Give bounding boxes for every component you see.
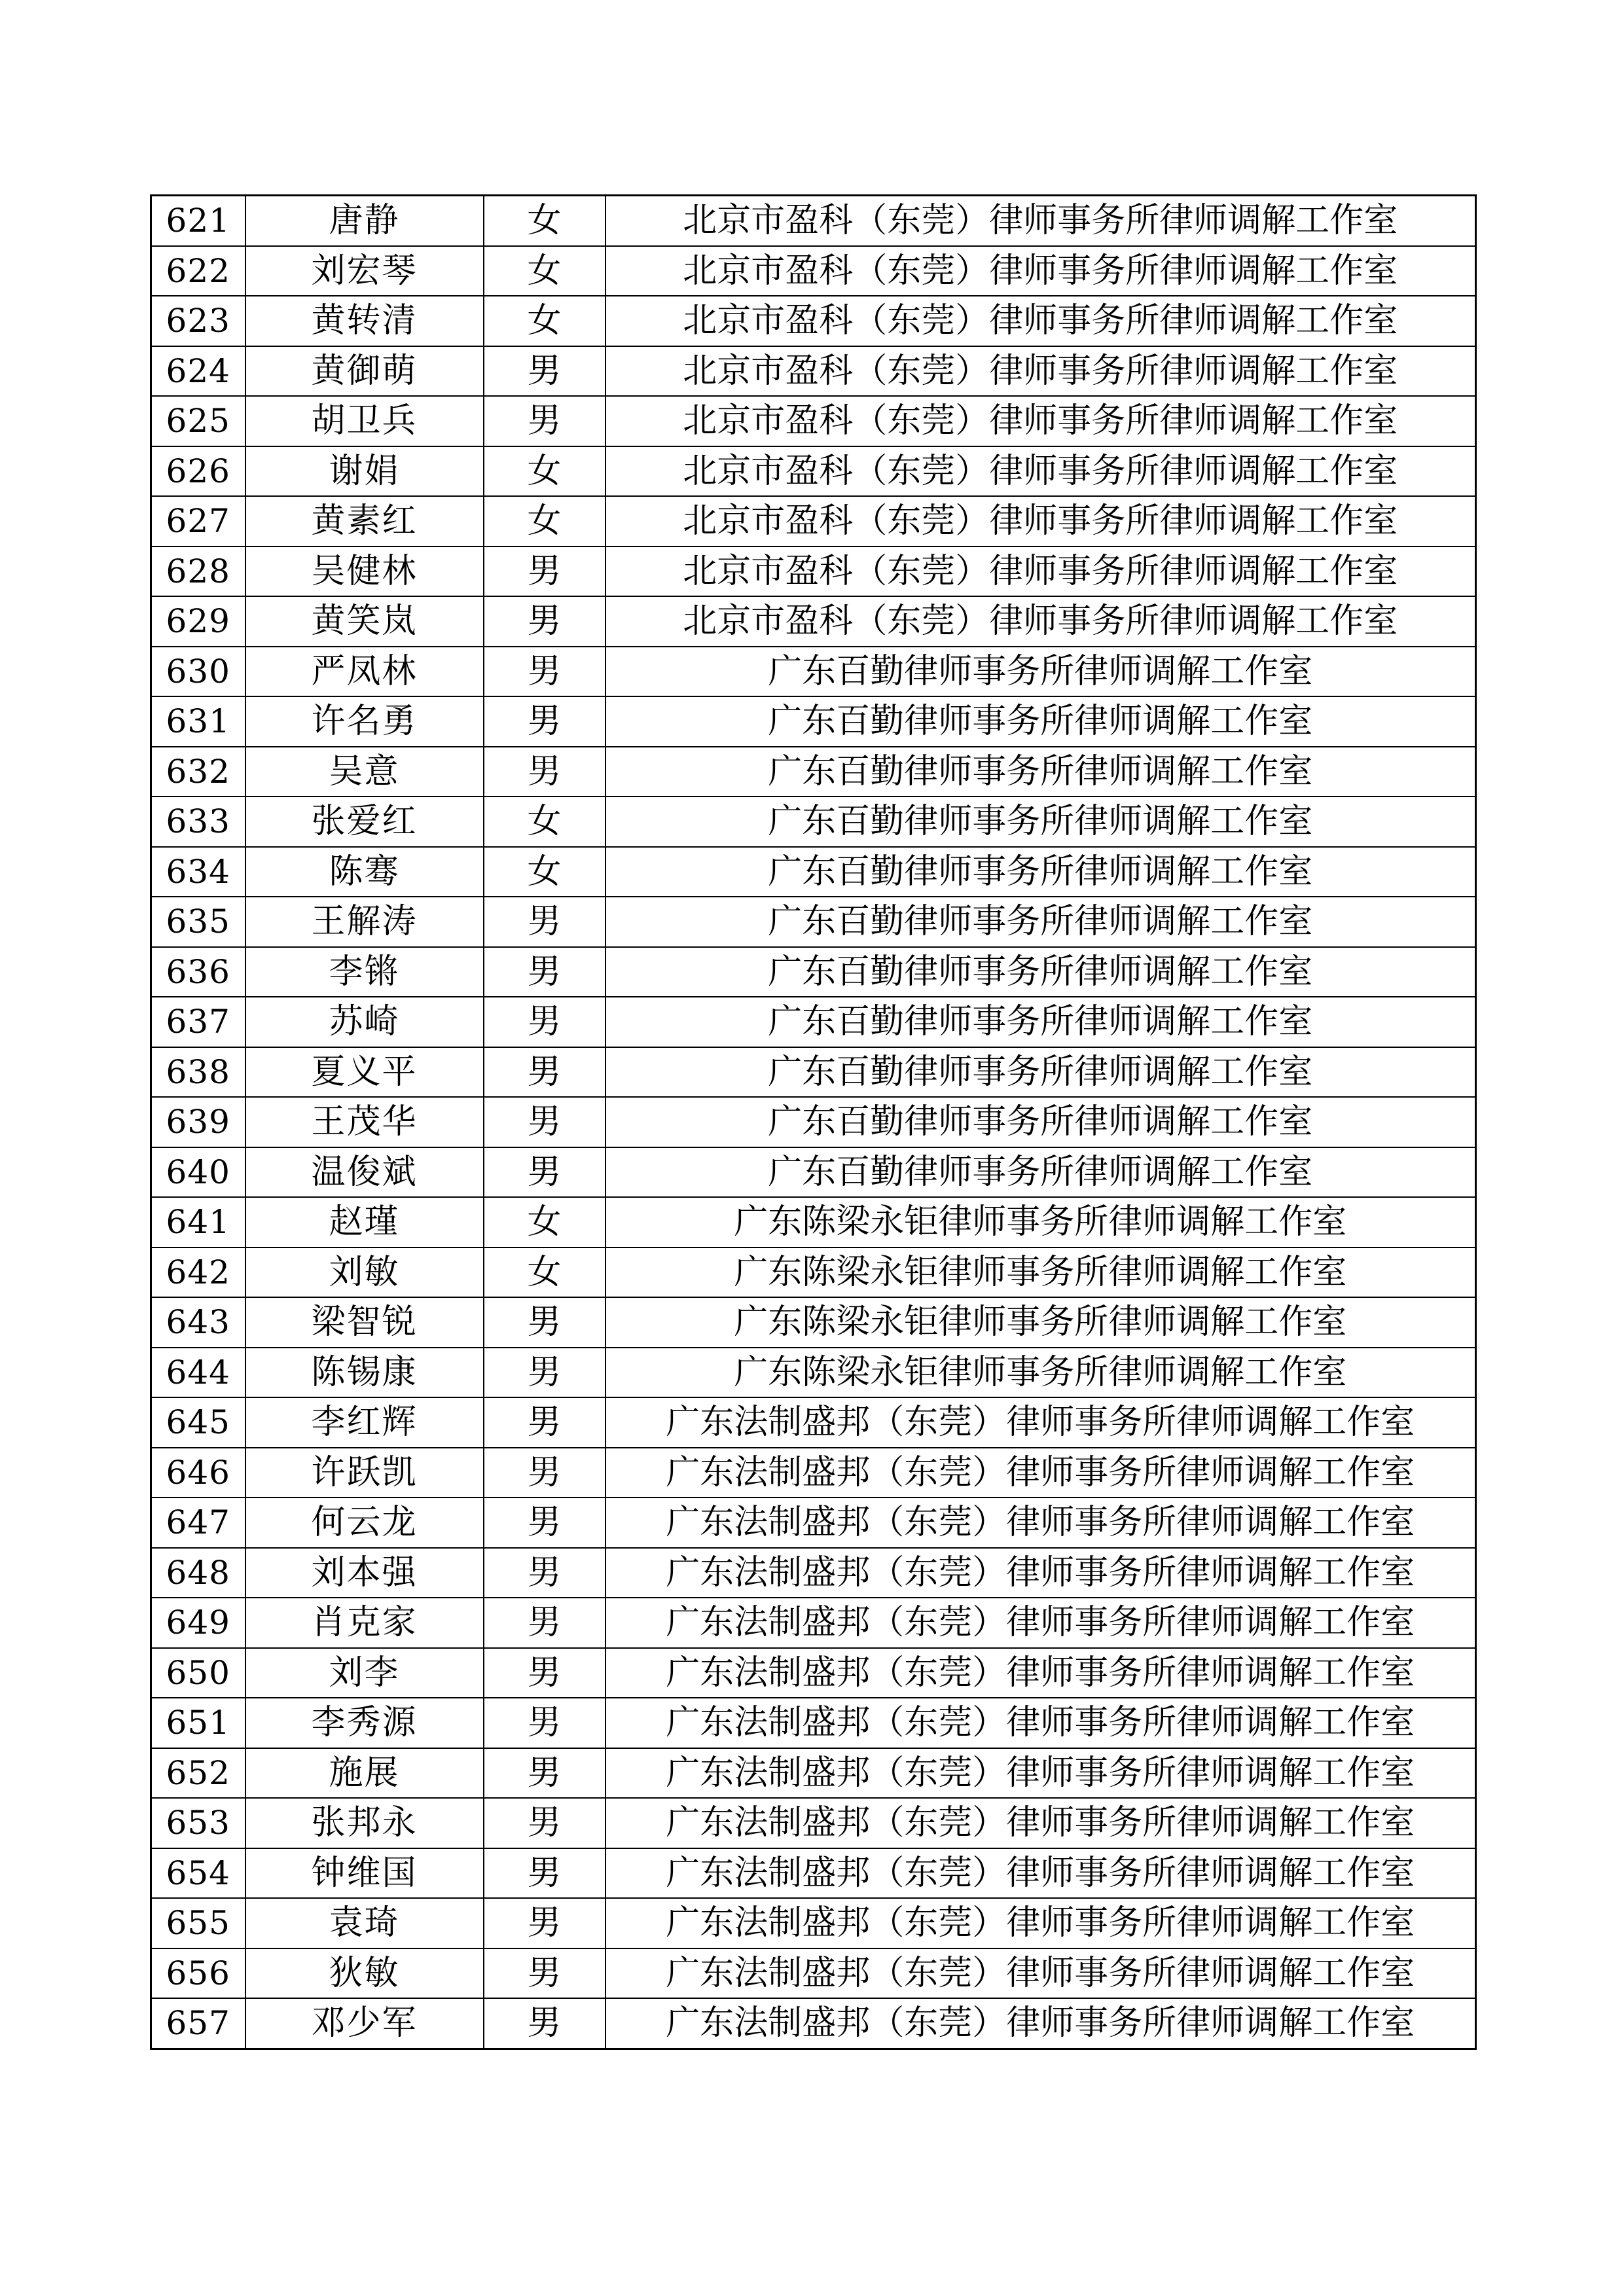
table-row [151,1698,1476,1748]
row-number-cell: 633 [151,797,245,847]
row-number-cell: 640 [151,1147,245,1198]
organization-cell: 广东法制盛邦（东莞）律师事务所律师调解工作室 [605,1848,1476,1899]
row-number-cell: 637 [151,997,245,1047]
organization-cell: 广东百勤律师事务所律师调解工作室 [605,747,1476,797]
name-cell: 李锵 [245,947,484,997]
row-number-cell: 630 [151,647,245,697]
gender-cell: 男 [484,947,605,997]
name-cell: 张邦永 [245,1798,484,1848]
row-number-cell: 654 [151,1848,245,1899]
table-row [151,1548,1476,1598]
name-cell: 唐静 [245,196,484,246]
name-cell: 王茂华 [245,1097,484,1147]
name-cell: 黄笑岚 [245,596,484,647]
organization-cell: 广东百勤律师事务所律师调解工作室 [605,947,1476,997]
name-cell: 刘李 [245,1648,484,1698]
gender-cell: 男 [484,1297,605,1348]
row-number-cell: 629 [151,596,245,647]
row-number-cell: 652 [151,1748,245,1799]
organization-cell: 广东百勤律师事务所律师调解工作室 [605,897,1476,947]
organization-cell: 广东百勤律师事务所律师调解工作室 [605,797,1476,847]
row-number-cell: 638 [151,1047,245,1098]
organization-cell: 广东百勤律师事务所律师调解工作室 [605,847,1476,897]
row-number-cell: 647 [151,1498,245,1548]
table-row [151,1648,1476,1698]
organization-cell: 广东法制盛邦（东莞）律师事务所律师调解工作室 [605,1898,1476,1948]
gender-cell: 男 [484,1348,605,1398]
table-row [151,296,1476,346]
gender-cell: 男 [484,1598,605,1648]
name-cell: 赵瑾 [245,1197,484,1247]
row-number-cell: 643 [151,1297,245,1348]
name-cell: 许名勇 [245,696,484,747]
name-cell: 张爱红 [245,797,484,847]
row-number-cell: 628 [151,547,245,597]
name-cell: 钟维国 [245,1848,484,1899]
row-number-cell: 624 [151,346,245,397]
row-number-cell: 635 [151,897,245,947]
organization-cell: 广东百勤律师事务所律师调解工作室 [605,647,1476,697]
name-cell: 邓少军 [245,1998,484,2049]
organization-cell: 广东法制盛邦（东莞）律师事务所律师调解工作室 [605,1598,1476,1648]
name-cell: 王解涛 [245,897,484,947]
name-cell: 许跃凯 [245,1448,484,1498]
row-number-cell: 634 [151,847,245,897]
name-cell: 谢娟 [245,446,484,497]
gender-cell: 男 [484,647,605,697]
organization-cell: 广东法制盛邦（东莞）律师事务所律师调解工作室 [605,1648,1476,1698]
row-number-cell: 644 [151,1348,245,1398]
gender-cell: 女 [484,446,605,497]
gender-cell: 女 [484,296,605,346]
name-cell: 严凤林 [245,647,484,697]
table-row [151,196,1476,246]
table-row [151,1848,1476,1899]
table-row [151,1197,1476,1247]
organization-cell: 广东百勤律师事务所律师调解工作室 [605,1097,1476,1147]
organization-cell: 广东法制盛邦（东莞）律师事务所律师调解工作室 [605,1748,1476,1799]
name-cell: 黄御萌 [245,346,484,397]
gender-cell: 女 [484,797,605,847]
row-number-cell: 627 [151,496,245,547]
table-row [151,797,1476,847]
gender-cell: 男 [484,1548,605,1598]
row-number-cell: 625 [151,396,245,446]
name-cell: 夏义平 [245,1047,484,1098]
table-row [151,1147,1476,1198]
gender-cell: 男 [484,1848,605,1899]
table-row [151,647,1476,697]
row-number-cell: 649 [151,1598,245,1648]
name-cell: 刘本强 [245,1548,484,1598]
gender-cell: 男 [484,997,605,1047]
gender-cell: 男 [484,1448,605,1498]
gender-cell: 女 [484,1197,605,1247]
row-number-cell: 632 [151,747,245,797]
table-row [151,1297,1476,1348]
gender-cell: 男 [484,897,605,947]
row-number-cell: 631 [151,696,245,747]
table-row [151,1598,1476,1648]
row-number-cell: 657 [151,1998,245,2049]
organization-cell: 广东法制盛邦（东莞）律师事务所律师调解工作室 [605,1798,1476,1848]
organization-cell: 广东陈梁永钜律师事务所律师调解工作室 [605,1197,1476,1247]
row-number-cell: 639 [151,1097,245,1147]
name-cell: 黄转清 [245,296,484,346]
row-number-cell: 645 [151,1397,245,1448]
organization-cell: 广东法制盛邦（东莞）律师事务所律师调解工作室 [605,1448,1476,1498]
organization-cell: 广东法制盛邦（东莞）律师事务所律师调解工作室 [605,1548,1476,1598]
table-row [151,947,1476,997]
row-number-cell: 621 [151,196,245,246]
organization-cell: 广东法制盛邦（东莞）律师事务所律师调解工作室 [605,1948,1476,1999]
organization-cell: 北京市盈科（东莞）律师事务所律师调解工作室 [605,496,1476,547]
organization-cell: 广东法制盛邦（东莞）律师事务所律师调解工作室 [605,1397,1476,1448]
gender-cell: 男 [484,396,605,446]
table-row [151,1047,1476,1098]
organization-cell: 广东百勤律师事务所律师调解工作室 [605,1047,1476,1098]
name-cell: 狄敏 [245,1948,484,1999]
name-cell: 梁智锐 [245,1297,484,1348]
table-row [151,1397,1476,1448]
name-cell: 陈锡康 [245,1348,484,1398]
table-row [151,1948,1476,1999]
name-cell: 吴意 [245,747,484,797]
table-row [151,1798,1476,1848]
table-row [151,396,1476,446]
table-row [151,1898,1476,1948]
row-number-cell: 623 [151,296,245,346]
gender-cell: 女 [484,496,605,547]
table-row [151,1998,1476,2049]
gender-cell: 女 [484,1247,605,1298]
table-row [151,847,1476,897]
name-cell: 陈骞 [245,847,484,897]
gender-cell: 男 [484,1047,605,1098]
gender-cell: 女 [484,246,605,296]
organization-cell: 北京市盈科（东莞）律师事务所律师调解工作室 [605,196,1476,246]
table-row [151,897,1476,947]
table-row [151,346,1476,397]
gender-cell: 男 [484,1798,605,1848]
row-number-cell: 641 [151,1197,245,1247]
row-number-cell: 650 [151,1648,245,1698]
organization-cell: 广东百勤律师事务所律师调解工作室 [605,997,1476,1047]
gender-cell: 男 [484,1748,605,1799]
table-row [151,747,1476,797]
name-cell: 何云龙 [245,1498,484,1548]
organization-cell: 广东陈梁永钜律师事务所律师调解工作室 [605,1348,1476,1398]
table-row [151,547,1476,597]
gender-cell: 男 [484,1898,605,1948]
gender-cell: 男 [484,1698,605,1748]
organization-cell: 广东陈梁永钜律师事务所律师调解工作室 [605,1247,1476,1298]
table-row [151,997,1476,1047]
table-row [151,696,1476,747]
organization-cell: 北京市盈科（东莞）律师事务所律师调解工作室 [605,596,1476,647]
gender-cell: 男 [484,747,605,797]
name-cell: 李红辉 [245,1397,484,1448]
name-cell: 胡卫兵 [245,396,484,446]
gender-cell: 男 [484,1948,605,1999]
table-row [151,496,1476,547]
gender-cell: 男 [484,1998,605,2049]
table-row [151,1348,1476,1398]
organization-cell: 广东法制盛邦（东莞）律师事务所律师调解工作室 [605,1998,1476,2049]
name-cell: 吴健林 [245,547,484,597]
table-row [151,1498,1476,1548]
name-cell: 李秀源 [245,1698,484,1748]
gender-cell: 男 [484,1147,605,1198]
organization-cell: 广东陈梁永钜律师事务所律师调解工作室 [605,1297,1476,1348]
gender-cell: 男 [484,596,605,647]
row-number-cell: 648 [151,1548,245,1598]
row-number-cell: 636 [151,947,245,997]
gender-cell: 男 [484,696,605,747]
table-row [151,246,1476,296]
gender-cell: 男 [484,547,605,597]
gender-cell: 女 [484,196,605,246]
table-row [151,1247,1476,1298]
organization-cell: 北京市盈科（东莞）律师事务所律师调解工作室 [605,296,1476,346]
name-cell: 刘宏琴 [245,246,484,296]
row-number-cell: 626 [151,446,245,497]
gender-cell: 男 [484,1397,605,1448]
gender-cell: 女 [484,847,605,897]
table-row [151,1097,1476,1147]
row-number-cell: 651 [151,1698,245,1748]
name-cell: 黄素红 [245,496,484,547]
organization-cell: 广东法制盛邦（东莞）律师事务所律师调解工作室 [605,1698,1476,1748]
row-number-cell: 655 [151,1898,245,1948]
name-cell: 肖克家 [245,1598,484,1648]
name-cell: 刘敏 [245,1247,484,1298]
gender-cell: 男 [484,346,605,397]
organization-cell: 广东百勤律师事务所律师调解工作室 [605,1147,1476,1198]
row-number-cell: 653 [151,1798,245,1848]
name-cell: 苏崎 [245,997,484,1047]
name-cell: 温俊斌 [245,1147,484,1198]
organization-cell: 北京市盈科（东莞）律师事务所律师调解工作室 [605,446,1476,497]
row-number-cell: 646 [151,1448,245,1498]
mediator-roster-table [150,194,1477,2050]
table-row [151,446,1476,497]
row-number-cell: 656 [151,1948,245,1999]
gender-cell: 男 [484,1097,605,1147]
organization-cell: 广东百勤律师事务所律师调解工作室 [605,696,1476,747]
organization-cell: 北京市盈科（东莞）律师事务所律师调解工作室 [605,396,1476,446]
gender-cell: 男 [484,1648,605,1698]
table-row [151,1448,1476,1498]
table-row [151,1748,1476,1799]
organization-cell: 北京市盈科（东莞）律师事务所律师调解工作室 [605,547,1476,597]
name-cell: 施展 [245,1748,484,1799]
gender-cell: 男 [484,1498,605,1548]
organization-cell: 北京市盈科（东莞）律师事务所律师调解工作室 [605,346,1476,397]
organization-cell: 北京市盈科（东莞）律师事务所律师调解工作室 [605,246,1476,296]
name-cell: 袁琦 [245,1898,484,1948]
roster-table-body [151,196,1476,2049]
row-number-cell: 642 [151,1247,245,1298]
table-row [151,596,1476,647]
organization-cell: 广东法制盛邦（东莞）律师事务所律师调解工作室 [605,1498,1476,1548]
row-number-cell: 622 [151,246,245,296]
